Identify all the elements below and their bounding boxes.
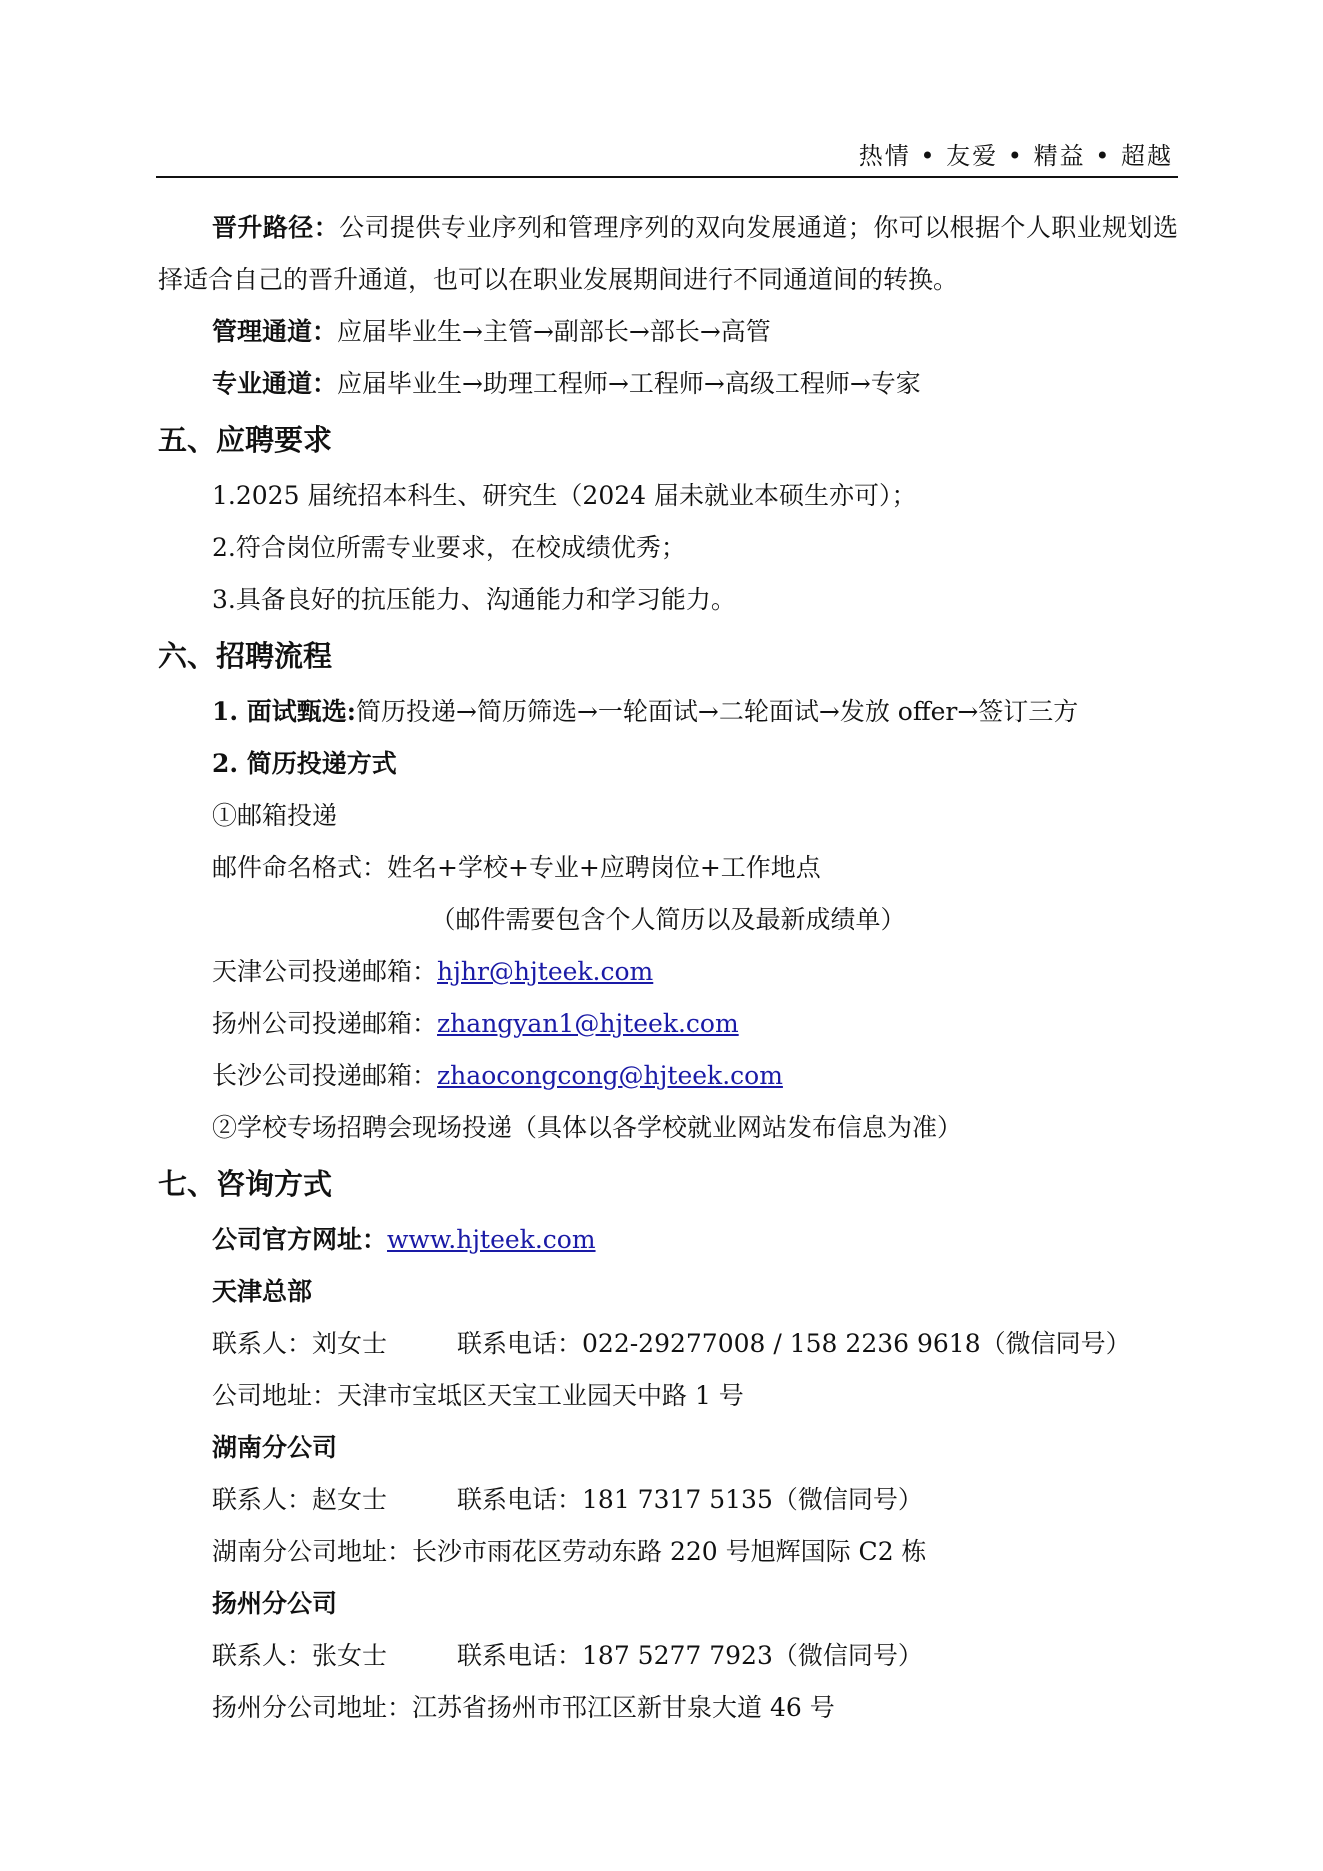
professional-track-text: 应届毕业生→助理工程师→工程师→高级工程师→专家 — [337, 369, 921, 398]
promotion-path-label: 晋升路径： — [212, 213, 340, 242]
website-link[interactable]: www.hjteek.com — [387, 1225, 596, 1254]
email-naming-note: （邮件需要包含个人简历以及最新成绩单） — [430, 905, 906, 934]
requirement-item: 3.具备良好的抗压能力、沟通能力和学习能力。 — [212, 585, 736, 614]
email-label: 长沙公司投递邮箱： — [212, 1061, 438, 1090]
section-heading-requirements: 五、应聘要求 — [158, 423, 333, 457]
office-contact-person: 联系人：赵女士 — [212, 1485, 388, 1514]
management-track-text: 应届毕业生→主管→副部长→部长→高管 — [337, 317, 771, 346]
office-address: 湖南分公司地址：长沙市雨花区劳动东路 220 号旭辉国际 C2 栋 — [212, 1537, 927, 1566]
email-row-changsha — [158, 1050, 1178, 1102]
office-name-yangzhou: 扬州分公司 — [212, 1589, 338, 1618]
process-step-submission: 2. 简历投递方式 — [212, 749, 397, 778]
office-contact-person: 联系人：刘女士 — [212, 1329, 388, 1358]
office-name-tianjin: 天津总部 — [212, 1277, 313, 1306]
professional-track — [158, 358, 1178, 410]
process-step-interview-label: 1. 面试甄选: — [212, 697, 357, 726]
requirement-item: 2.符合岗位所需专业要求，在校成绩优秀； — [212, 533, 686, 562]
header-divider — [156, 176, 1178, 178]
management-track-label: 管理通道： — [212, 317, 338, 346]
email-naming-format: 邮件命名格式：姓名+学校+专业+应聘岗位+工作地点 — [212, 853, 821, 882]
email-link-yangzhou[interactable]: zhangyan1@hjteek.com — [437, 1009, 739, 1038]
promotion-path-paragraph — [158, 202, 1178, 306]
website-label: 公司官方网址： — [212, 1225, 388, 1254]
office-contact-row — [158, 1318, 1178, 1370]
office-contact-row — [158, 1630, 1178, 1682]
section-heading-contact: 七、咨询方式 — [158, 1167, 333, 1201]
office-phone: 联系电话：022-29277008 / 158 2236 9618（微信同号） — [457, 1329, 1131, 1358]
onsite-submission: ②学校专场招聘会现场投递（具体以各学校就业网站发布信息为准） — [212, 1113, 963, 1142]
email-label: 天津公司投递邮箱： — [212, 957, 438, 986]
office-phone: 联系电话：181 7317 5135（微信同号） — [457, 1485, 923, 1514]
office-name-hunan: 湖南分公司 — [212, 1433, 338, 1462]
office-phone: 联系电话：187 5277 7923（微信同号） — [457, 1641, 923, 1670]
page-content — [158, 202, 1178, 1734]
professional-track-label: 专业通道： — [212, 369, 338, 398]
office-contact-person: 联系人：张女士 — [212, 1641, 388, 1670]
email-label: 扬州公司投递邮箱： — [212, 1009, 438, 1038]
process-step-interview — [158, 686, 1178, 738]
requirement-item: 1.2025 届统招本科生、研究生（2024 届未就业本硕生亦可）； — [212, 481, 917, 510]
process-step-interview-text: 简历投递→简历筛选→一轮面试→二轮面试→发放 offer→签订三方 — [356, 697, 1079, 726]
website-row — [158, 1214, 1178, 1266]
email-row-tianjin — [158, 946, 1178, 998]
header-motto: 热情 • 友爱 • 精益 • 超越 — [858, 142, 1173, 170]
office-contact-row — [158, 1474, 1178, 1526]
email-link-changsha[interactable]: zhaocongcong@hjteek.com — [437, 1061, 783, 1090]
office-address: 公司地址：天津市宝坻区天宝工业园天中路 1 号 — [212, 1381, 744, 1410]
management-track — [158, 306, 1178, 358]
promotion-path-text: 公司提供专业序列和管理序列的双向发展通道；你可以根据个人职业规划选择适合自己的晋升通道，也可以在职业发展期间进行不同通道间的转换。 — [158, 213, 1178, 294]
email-row-yangzhou — [158, 998, 1178, 1050]
email-method: ①邮箱投递 — [212, 801, 338, 830]
office-address: 扬州分公司地址：江苏省扬州市邗江区新甘泉大道 46 号 — [212, 1693, 835, 1722]
email-link-tianjin[interactable]: hjhr@hjteek.com — [437, 957, 654, 986]
section-heading-process: 六、招聘流程 — [158, 639, 333, 673]
